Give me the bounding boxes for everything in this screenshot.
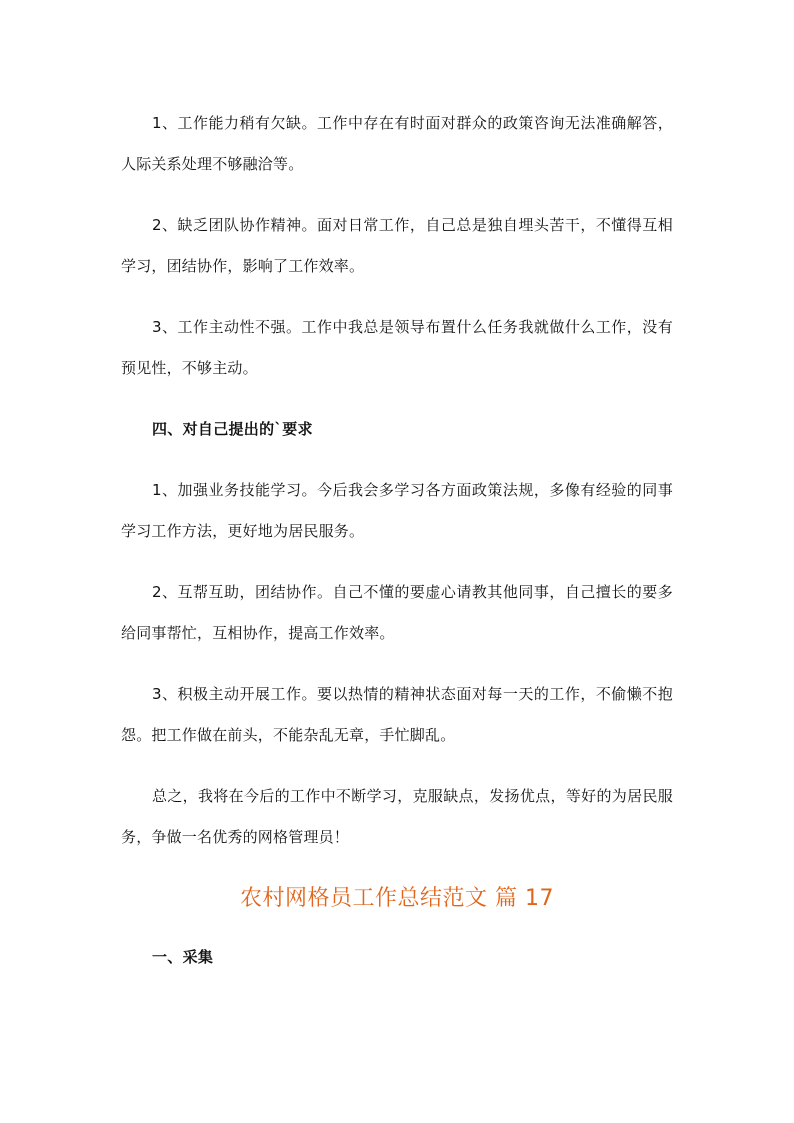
paragraph-shortcoming-2: 2、缺乏团队协作精神。面对日常工作，自己总是独自埋头苦干，不懂得互相学习，团结协作，影响了工作效率。 — [121, 216, 673, 275]
document-body — [121, 103, 673, 998]
section-heading-collection: 一、采集 — [152, 948, 214, 966]
paragraph-shortcoming-1: 1、工作能力稍有欠缺。工作中存在有时面对群众的政策咨询无法准确解答，人际关系处理不够融洽等。 — [121, 114, 673, 173]
section-heading-requirements: 四、对自己提出的`要求 — [152, 420, 313, 438]
paragraph-requirement-3: 3、积极主动开展工作。要以热情的精神状态面对每一天的工作，不偷懒不抱怨。把工作做在前头，不能杂乱无章，手忙脚乱。 — [121, 685, 673, 744]
paragraph-conclusion: 总之，我将在今后的工作中不断学习，克服缺点，发扬优点，等好的为居民服务，争做一名优秀的网格管理员！ — [121, 787, 673, 846]
paragraph-requirement-2: 2、互帮互助，团结协作。自己不懂的要虚心请教其他同事，自己擅长的要多给同事帮忙，互相协作，提高工作效率。 — [121, 583, 673, 642]
paragraph-shortcoming-3: 3、工作主动性不强。工作中我总是领导布置什么任务我就做什么工作，没有预见性，不够主动。 — [121, 318, 673, 377]
article-title: 农村网格员工作总结范文 篇 17 — [240, 886, 554, 911]
paragraph-requirement-1: 1、加强业务技能学习。今后我会多学习各方面政策法规，多像有经验的同事学习工作方法，更好地为居民服务。 — [121, 481, 673, 540]
